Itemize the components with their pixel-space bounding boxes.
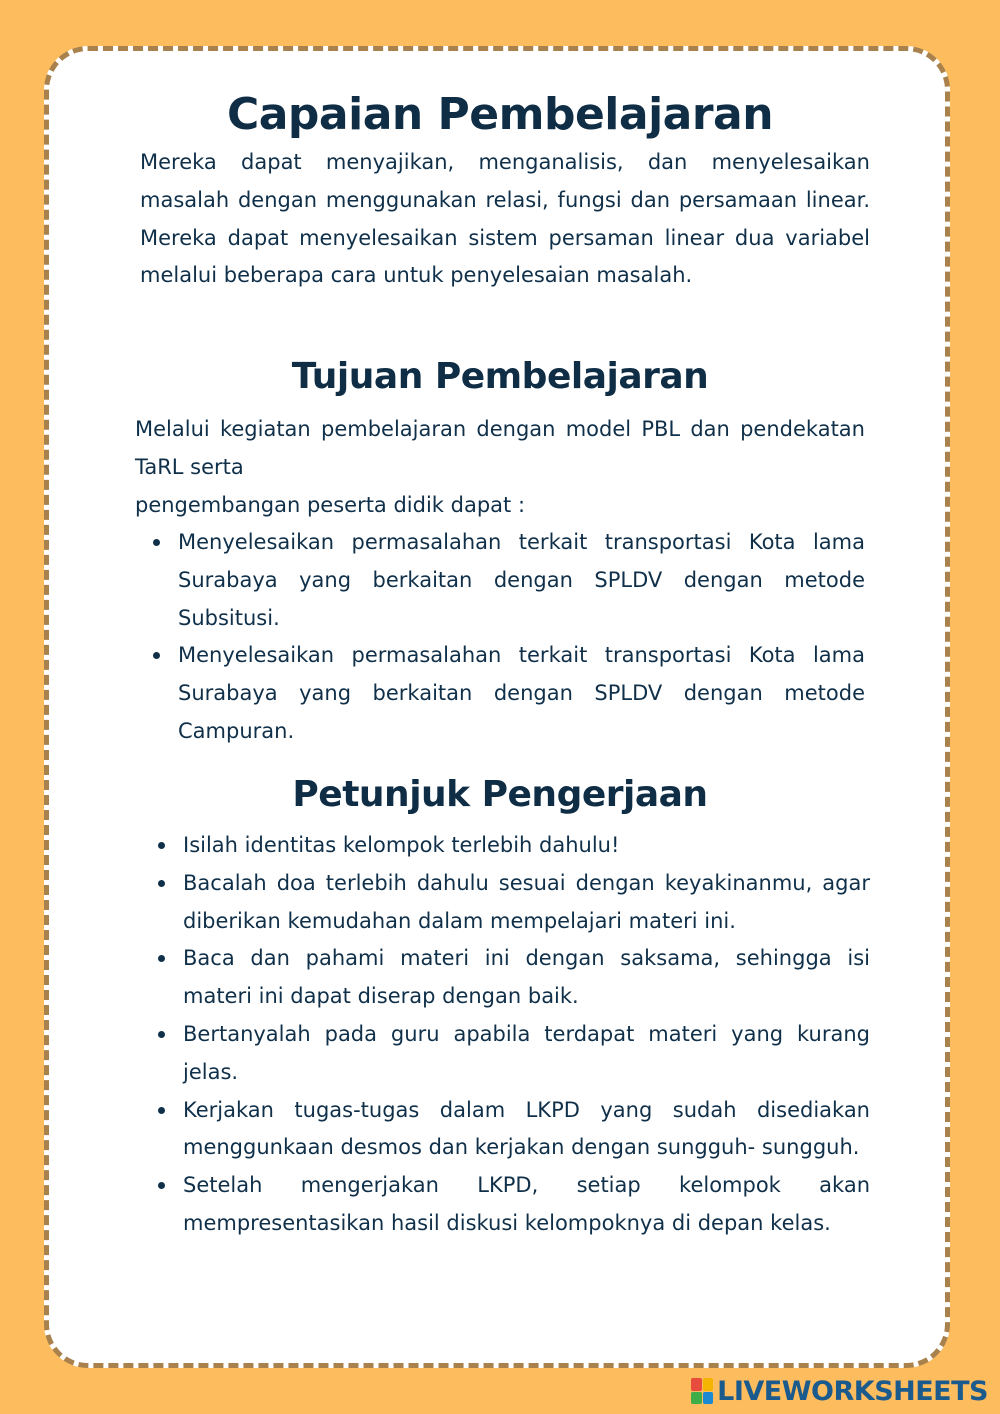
petunjuk-list <box>183 827 870 1243</box>
tujuan-title: Tujuan Pembelajaran <box>291 356 709 397</box>
capaian-title: Capaian Pembelajaran <box>226 89 774 140</box>
list-item: Kerjakan tugas-tugas dalam LKPD yang sudah disediakan menggunkaan desmos dan kerjakan dengan sungguh- sungguh. <box>183 1092 870 1168</box>
list-item: Isilah identitas kelompok terlebih dahulu! <box>183 827 870 865</box>
brand-name: LIVEWORKSHEETS <box>717 1375 988 1407</box>
capaian-text: Mereka dapat menyajikan, menganalisis, dan menyelesaikan masalah dengan menggunakan relasi, fungsi dan persamaan linear. Mereka dapat menyelesaikan sistem persaman linear dua variabel melalui beberapa cara untuk penyelesaian masalah. <box>140 150 870 288</box>
list-item: Bacalah doa terlebih dahulu sesuai dengan keyakinanmu, agar diberikan kemudahan dalam mempelajari materi ini. <box>183 865 870 941</box>
liveworksheets-logo-icon <box>691 1378 713 1404</box>
list-item: Menyelesaikan permasalahan terkait transportasi Kota lama Surabaya yang berkaitan dengan SPLDV dengan metode Campuran. <box>178 637 865 750</box>
list-item: Baca dan pahami materi ini dengan saksama, sehingga isi materi ini dapat diserap dengan baik. <box>183 940 870 1016</box>
list-item: Setelah mengerjakan LKPD, setiap kelompok akan mempresentasikan hasil diskusi kelompoknya di depan kelas. <box>183 1167 870 1243</box>
liveworksheets-brand[interactable] <box>691 1376 988 1406</box>
list-item: Bertanyalah pada guru apabila terdapat materi yang kurang jelas. <box>183 1016 870 1092</box>
petunjuk-title: Petunjuk Pengerjaan <box>292 774 708 815</box>
list-item: Menyelesaikan permasalahan terkait transportasi Kota lama Surabaya yang berkaitan dengan SPLDV dengan metode Subsitusi. <box>178 524 865 637</box>
tujuan-intro-line2: pengembangan peserta didik dapat : <box>135 492 526 517</box>
tujuan-list <box>178 524 865 751</box>
tujuan-intro <box>135 411 865 524</box>
tujuan-intro-line1: Melalui kegiatan pembelajaran dengan model PBL dan pendekatan TaRL serta <box>135 417 865 479</box>
